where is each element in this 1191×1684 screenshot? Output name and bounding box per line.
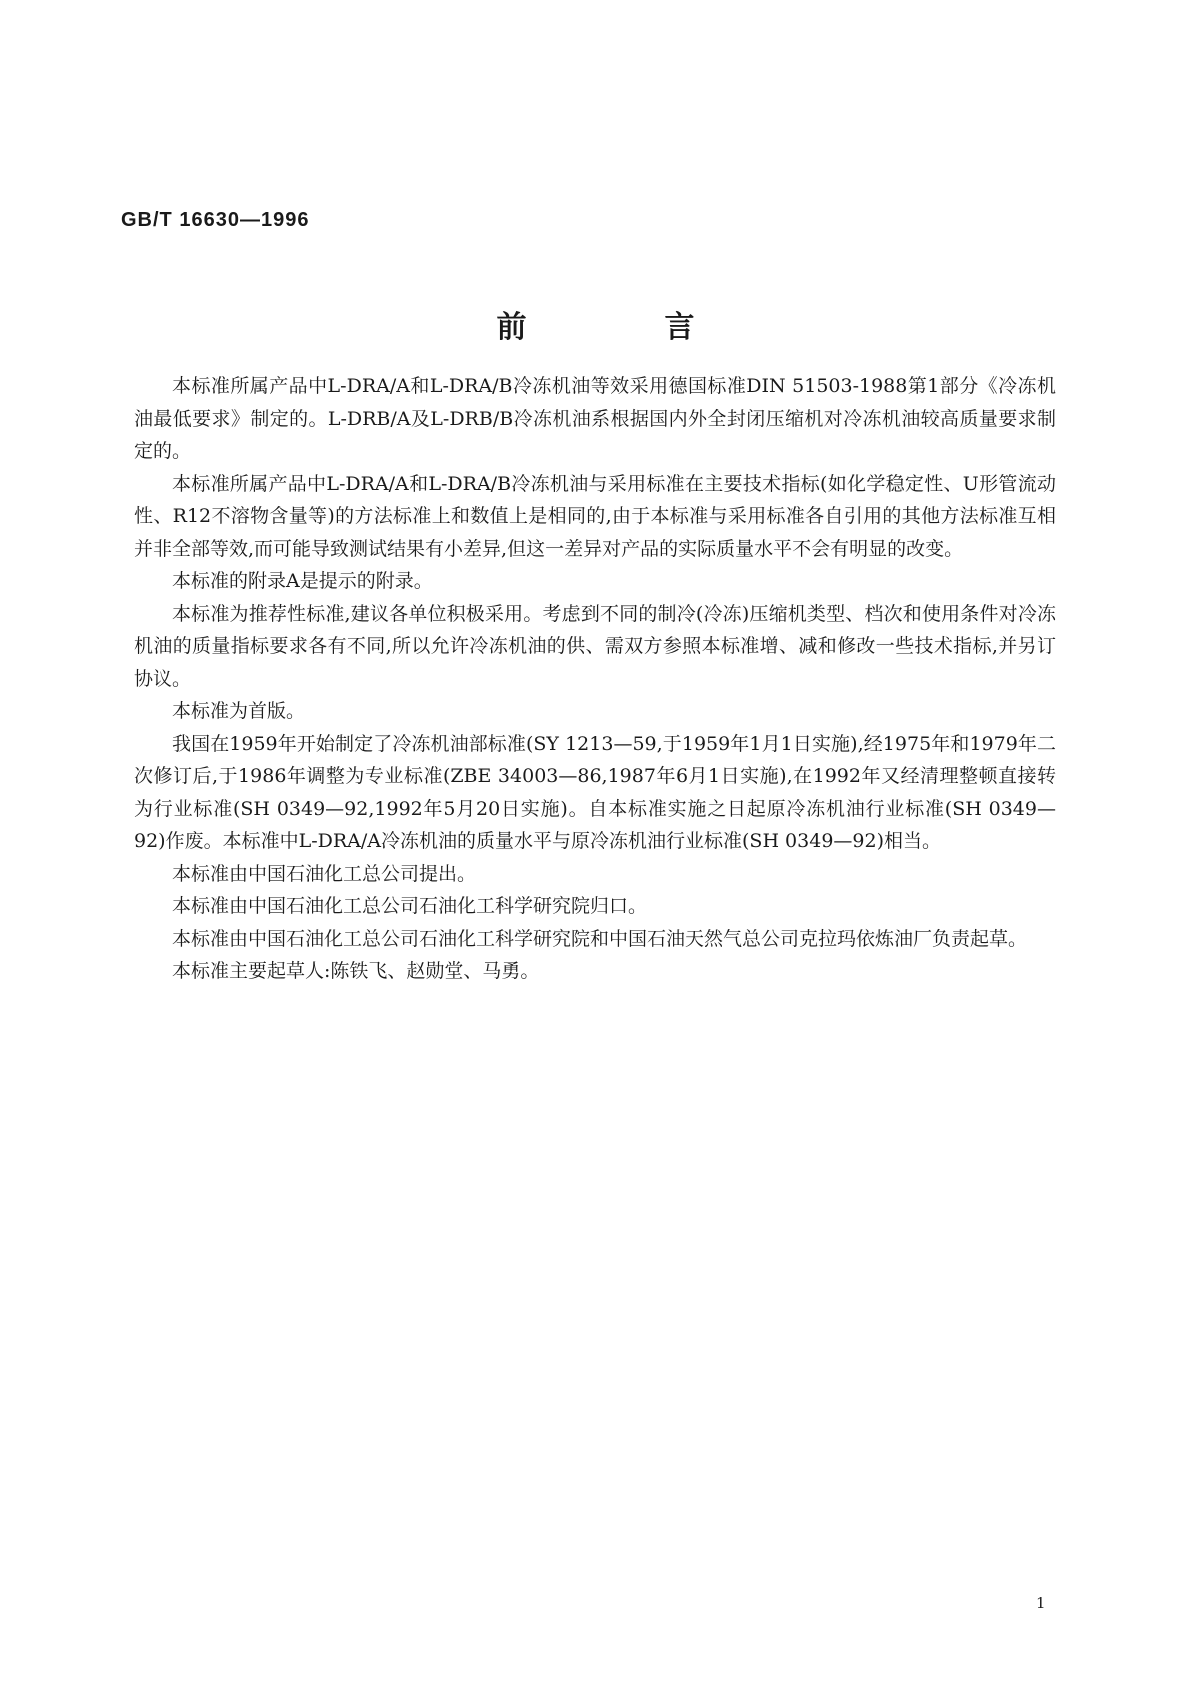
paragraph-first-edition: 本标准为首版。 <box>172 700 306 722</box>
paragraph-technical-indicators: 本标准所属产品中L-DRA/A和L-DRA/B冷冻机油与采用标准在主要技术指标(如化学稳定性、U形管流动性、R12不溶物含量等)的方法标准上和数值上是相同的,由于本标准与采用标准各自引用的其他方法标准互相并非全部等效,而可能导致测试结果有小差异,但这一差异对产品的实际质量水平不会有明显的改变。 <box>134 472 1056 560</box>
paragraph-appendix: 本标准的附录A是提示的附录。 <box>172 570 433 592</box>
page-number: 1 <box>1036 1594 1046 1612</box>
standard-code: GB/T 16630—1996 <box>121 209 310 231</box>
paragraph-proposer: 本标准由中国石油化工总公司提出。 <box>172 862 477 885</box>
paragraph-drafting-units: 本标准由中国石油化工总公司石油化工科学研究院和中国石油天然气总公司克拉玛依炼油厂负责起草。 <box>172 927 1028 950</box>
page-title: 前 言 <box>496 310 749 345</box>
paragraph-history: 我国在1959年开始制定了冷冻机油部标准(SY 1213—59,于1959年1月1日实施),经1975年和1979年二次修订后,于1986年调整为专业标准(ZBE 34003—86,1987年6月1日实施),在1992年又经清理整顿直接转为行业标准(SH 0349—92,1992年5月20日实施)。自本标准实施之日起原冷冻机油行业标准(SH 0349—92)作废。本标准中L-DRA/A冷冻机油的质量水平与原冷冻机油行业标准(SH 0349—92)相当。 <box>134 732 1056 852</box>
paragraph-drafters: 本标准主要起草人:陈铁飞、赵勋堂、马勇。 <box>172 960 540 982</box>
paragraph-adoption: 本标准所属产品中L-DRA/A和L-DRA/B冷冻机油等效采用德国标准DIN 51503-1988第1部分《冷冻机油最低要求》制定的。L-DRB/A及L-DRB/B冷冻机油系根据国内外全封闭压缩机对冷冻机油较高质量要求制定的。 <box>134 375 1056 462</box>
paragraph-recommendation: 本标准为推荐性标准,建议各单位积极采用。考虑到不同的制冷(冷冻)压缩机类型、档次和使用条件对冷冻机油的质量指标要求各有不同,所以允许冷冻机油的供、需双方参照本标准增、减和修改一些技术指标,并另订协议。 <box>134 602 1056 690</box>
paragraph-administrator: 本标准由中国石油化工总公司石油化工科学研究院归口。 <box>172 895 648 917</box>
foreword-body <box>134 370 1056 988</box>
